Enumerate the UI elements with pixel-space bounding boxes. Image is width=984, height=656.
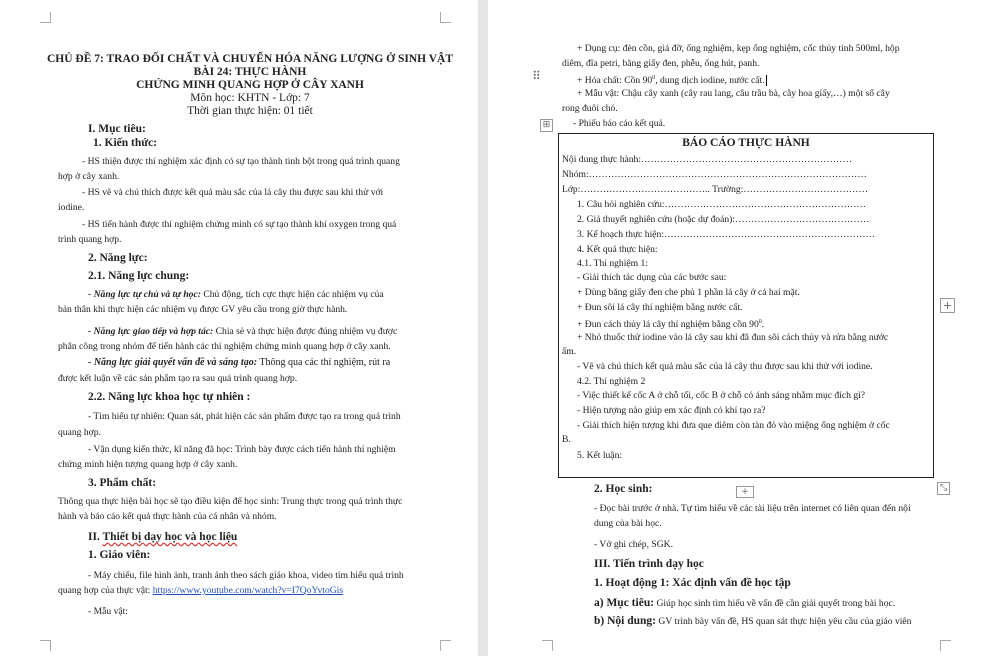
margin-mark [40, 12, 51, 23]
competence-2b: phân công trong nhóm để tiến hành các thí nghiệm chứng minh quang hợp ở cây xanh. [58, 341, 391, 352]
chemicals-text: + Hóa chất: Cồn 90 [577, 75, 653, 87]
report-line-content: Nội dung thực hành:………………………………………………………… [562, 154, 853, 165]
teacher-1a: - Máy chiếu, file hình ảnh, tranh ảnh theo sách giáo khoa, video tìm hiểu quá trình [88, 570, 404, 581]
degree-sup: 0 [758, 319, 762, 325]
teacher-1b-text: quang hợp của thực vật: [58, 585, 153, 596]
heading-general-competence: 2.1. Năng lực chung: [88, 270, 190, 282]
margin-mark [440, 640, 451, 651]
heading-procedure: III. Tiến trình dạy học [594, 558, 704, 570]
equipment-tools-b: diêm, đĩa petri, băng giấy đen, phễu, ống hút, panh. [562, 58, 760, 69]
students-1a: - Đọc bài trước ở nhà. Tự tìm hiểu về các tài liệu trên internet có liên quan đến nội [594, 503, 911, 514]
report-line-q3a: - Giải thích hiện tượng khi đưa que diêm còn tàn đỏ vào miệng ống nghiệm ở cốc [577, 420, 890, 431]
drag-handle-icon[interactable]: ⠿ [532, 69, 541, 83]
report-line-step1: + Dùng băng giấy đen che phủ 1 phần lá cây ở cả hai mặt. [577, 287, 800, 298]
heading-activity-1: 1. Hoạt động 1: Xác định vấn đề học tập [594, 577, 791, 589]
report-line-step4a: + Nhỏ thuốc thử iodine vào lá cây sau khi đã đun sôi cách thủy và rửa bằng nước [577, 332, 889, 343]
competence-1-text: Chủ động, tích cực thực hiện các nhiệm vụ của [200, 289, 384, 300]
science-1a: - Tìm hiểu tự nhiên: Quan sát, phát hiện các sản phẩm được tạo ra trong quá trình [88, 411, 401, 422]
step3-text: + Đun cách thủy lá cây thí nghiệm bằng cồn 90 [577, 319, 759, 331]
competence-1b: bản thân khi thực hiện các nhiệm vụ được GV yêu cầu trong giờ thực hành. [58, 304, 348, 315]
competence-1a [88, 288, 384, 301]
knowledge-3a: - HS tiến hành được thí nghiệm chứng minh có sự tạo thành khí oxygen trong quá [82, 219, 397, 230]
table-resize-icon[interactable]: ⤡ [937, 482, 950, 495]
students-2: - Vở ghi chép, SGK. [594, 539, 673, 550]
competence-1-label: - Năng lực tự chủ và tự học: [88, 289, 201, 300]
margin-mark [440, 12, 451, 23]
competence-3a [88, 356, 390, 369]
report-line-q2: - Hiện tượng nào giúp em xác định có khí tạo ra? [577, 405, 766, 416]
report-line-draw: - Vẽ và chú thích kết quả màu sắc của lá cây thu được sau khi thử với iodine. [577, 361, 873, 372]
topic-title: CHỦ ĐỀ 7: TRAO ĐỔI CHẤT VÀ CHUYỂN HÓA NĂNG LƯỢNG Ở SINH VẬT [46, 53, 454, 65]
report-line-question: 1. Câu hỏi nghiên cứu:……………………………………………………… [577, 199, 867, 210]
objective-label: a) Mục tiêu: [594, 597, 655, 609]
competence-2-text: Chia sẻ và thực hiện được đúng nhiệm vụ được [213, 326, 398, 337]
margin-mark [940, 640, 951, 651]
objective-text: Giúp học sinh tìm hiểu về vấn đề cần giải quyết trong bài học. [654, 598, 896, 609]
knowledge-2b: iodine. [58, 202, 85, 213]
duration-line: Thời gian thực hiện: 01 tiết [187, 105, 313, 117]
report-line-conclusion: 5. Kết luận: [577, 450, 623, 461]
heading-knowledge: 1. Kiến thức: [93, 137, 158, 149]
activity-content [594, 615, 911, 628]
science-2a: - Vận dụng kiến thức, kĩ năng đã học: Trình bày được cách tiến hành thí nghiệm [88, 444, 396, 455]
margin-mark [542, 640, 553, 651]
report-line-results: 4. Kết quả thực hiện: [577, 244, 658, 255]
heading-equipment [88, 531, 237, 544]
equipment-chemicals [577, 72, 767, 87]
knowledge-2a: - HS vẽ và chú thích được kết quả màu sắc của lá cây thu được sau khi thử với [82, 187, 384, 198]
degree-sup: 0 [652, 75, 656, 81]
step3-end: . [761, 319, 765, 331]
report-line-group: Nhóm:…………………………………………………………………………… [562, 169, 867, 180]
report-line-step2: + Đun sôi lá cây thí nghiệm bằng nước cất. [577, 302, 743, 313]
report-line-step3 [577, 316, 764, 331]
content-text: GV trình bày vấn đề, HS quan sát thực hiện yêu cầu của giáo viên [656, 616, 912, 627]
youtube-link[interactable]: https://www.youtube.com/watch?v=I7QoYvtoGis [152, 585, 344, 596]
competence-3b: được kết luận về các sản phẩm tạo ra sau quá trình quang hợp. [58, 373, 298, 384]
heading-science-competence: 2.2. Năng lực khoa học tự nhiên : [88, 391, 251, 403]
equipment-tools-a: + Dụng cụ: đèn cồn, giá đỡ, ống nghiệm, kẹp ống nghiệm, cốc thủy tinh 500ml, hộp [577, 43, 900, 54]
report-line-exp2: 4.2. Thí nghiệm 2 [577, 376, 646, 387]
heading-qualities: 3. Phẩm chất: [88, 477, 157, 489]
document-page-left[interactable] [0, 0, 478, 656]
qualities-b: hành và báo cáo kết quả thực hành của cá nhân và nhóm. [58, 511, 277, 522]
heading-students: 2. Học sinh: [594, 483, 653, 495]
competence-2-label: - Năng lực giao tiếp và hợp tác: [88, 326, 214, 337]
heading-teacher: 1. Giáo viên: [88, 549, 151, 561]
knowledge-1a: - HS thiện được thí nghiệm xác định có sự tạo thành tinh bột trong quá trình quang [82, 156, 400, 167]
report-line-plan: 3. Kế hoạch thực hiện:………………………………………………………… [577, 229, 876, 240]
text-cursor [766, 75, 767, 86]
teacher-2: - Mẫu vật: [88, 606, 128, 617]
report-line-hypothesis: 2. Giả thuyết nghiên cứu (hoặc dự đoán):…………………………………… [577, 214, 870, 225]
heading-equipment-text: Thiết bị dạy học và học liệu [102, 531, 238, 543]
knowledge-3b: trình quang hợp. [58, 234, 122, 245]
table-move-icon[interactable]: ⊞ [540, 119, 553, 132]
report-line-exp1: 4.1. Thí nghiệm 1: [577, 258, 648, 269]
equipment-samples-a: + Mẫu vật: Chậu cây xanh (cây rau lang, câu trầu bà, cây hoa giấy,…) một số cây [577, 88, 890, 99]
equipment-samples-b: rong đuôi chó. [562, 103, 618, 114]
lesson-subtitle: CHỨNG MINH QUANG HỢP Ở CÂY XANH [136, 79, 364, 91]
margin-mark [40, 640, 51, 651]
science-1b: quang hợp. [58, 427, 101, 438]
report-line-class: Lớp:………………………………….. Trường:………………………………… [562, 184, 869, 195]
page-gutter [478, 0, 488, 656]
subject-line: Môn học: KHTN - Lớp: 7 [190, 92, 310, 104]
report-sheet-item: - Phiếu báo cáo kết quả. [573, 118, 666, 129]
add-row-icon[interactable]: + [736, 486, 754, 498]
report-line-explain: - Giải thích tác dụng của các bước sau: [577, 272, 727, 283]
science-2b: chứng minh hiện tượng quang hợp ở cây xanh. [58, 459, 238, 470]
content-label: b) Nội dung: [594, 615, 656, 627]
knowledge-1b: hợp ở cây xanh. [58, 171, 120, 182]
qualities-a: Thông qua thực hiện bài học sẽ tạo điều kiện để học sinh: Trung thực trong quá trình thực [58, 496, 403, 507]
heading-equipment-number: II. [88, 531, 103, 543]
heading-objectives: I. Mục tiêu: [88, 123, 146, 135]
teacher-1b [58, 584, 343, 597]
report-line-q1: - Việc thiết kế cốc A ở chỗ tối, cốc B ở chỗ có ánh sáng nhằm mục đích gì? [577, 390, 866, 401]
competence-2a [88, 325, 397, 338]
competence-3-text: Thông qua các thí nghiệm, rút ra [257, 357, 391, 368]
activity-objective [594, 597, 895, 610]
chemicals-text-end: , dung dịch iodine, nước cất. [655, 75, 765, 87]
add-column-icon[interactable]: + [940, 298, 955, 313]
report-title: BÁO CÁO THỰC HÀNH [682, 137, 810, 149]
heading-competence: 2. Năng lực: [88, 252, 148, 264]
lesson-title: BÀI 24: THỰC HÀNH [193, 66, 307, 78]
report-line-q3b: B. [562, 434, 571, 445]
students-1b: dung của bài học. [594, 518, 662, 529]
report-line-step4b: ấm. [562, 346, 577, 357]
competence-3-label: - Năng lực giải quyết vấn đề và sáng tạo: [88, 357, 258, 368]
